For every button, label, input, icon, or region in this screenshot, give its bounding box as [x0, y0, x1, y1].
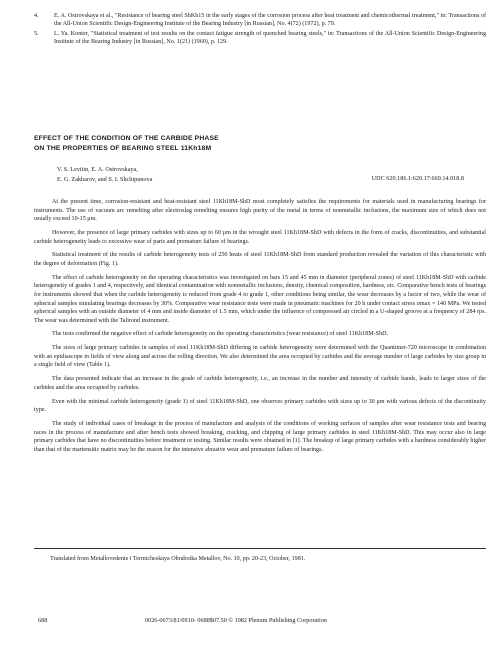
udc-classification: UDC 620.186.1:620.17:669.14.018.8 — [371, 175, 464, 182]
publisher-line: 0026-0673/81/0910- 0688$07.50 © 1982 Plenum Publishing Corporation — [145, 617, 327, 624]
authors-line-1: V. S. Levitin, E. A. Ostrovskaya, — [57, 166, 138, 173]
page-number: 688 — [38, 617, 48, 624]
body-paragraph: The tests confirmed the negative effect of carbide heterogeneity on the operating characteristics (wear resistance) of steel 11Kh18M-ShD. — [52, 331, 389, 338]
article-title-line-1: EFFECT OF THE CONDITION OF THE CARBIDE PHASE — [34, 135, 219, 142]
body-paragraph: The effect of carbide heterogeneity on the operating characteristics was investigated on bars 15 and 45 mm in diameter (peripheral zones) of steel 11Kh18M-ShD with carbide heterogeneity of grades 1 and 4, respectively, and identical contamination with nonmetallic inclusions, density, chemical composition, hardness, etc. Comparative bench tests of bearings for instruments showed that when the carbide heterogeneity is reduced from grade 4 to grade 1, other conditions being similar, the wear decreases by a factor of two, while the wear of spherical samples simulating bearings decreases by 30%. Comparative wear resistance tests were made in pneumatic machines for 20 h under contact stress σmax = 140 MPa. We tested spherical samples with an outside diameter of 4 mm and inside diameter of 1.5 mm, which under the influence of compressed air circled in a U-shaped groove at a frequency of 284 rps. The wear was determined with the Talirond instrument. — [34, 274, 486, 324]
translation-footnote: Translated from Metallovedenie i Termicheskaya Obrabotka Metallov, No. 10, pp. 20-23, October, 1981. — [50, 556, 306, 562]
reference-list — [34, 12, 486, 48]
article-authors — [57, 165, 152, 185]
body-paragraph: The study of individual cases of breakage in the process of manufacture and analysis of the conditions of working surfaces of samples after wear resistance tests and bearing races in the process of manufacture and after bench tests showed breaking, cracking, and chipping of large primary carbides in steel 11Kh18M-ShD. This may occur also in large primary carbides that have no discontinuities before treatment or testing. Similar results were obtained in [1]. The breakup of large primary carbides with a hardness considerably higher than that of the martensitic matrix may be the reason for the intensive abrasive wear and premature failure of bearings. — [34, 420, 486, 453]
article-body — [34, 198, 486, 460]
body-paragraph: Even with the minimal carbide heterogeneity (grade 1) of steel 11Kh18M-ShD, one observes primary carbides with sizes up to 30 μm with various defects of the discontinuity type. — [34, 398, 486, 414]
reference-item — [34, 30, 486, 47]
reference-text: E. A. Ostrovskaya et al., "Resistance of bearing steel ShKh15 in the early stages of the corrosion process after heat treatment and chemicothermal treatment," in: Transactions of the All-Union Scientific Design-Engineering Institute of the Bearing Industry [in Russian], No. 4(72) (1972), p. 79. — [54, 13, 486, 28]
reference-text: L. Ya. Konter, "Statistical treatment of test results on the contact fatigue strength of quenched bearing steels," in: Transactions of the All-Union Scientific Design-Engineering Institute of the Bearing Industry [in Russian], No. 1(21) (1960), p. 129. — [54, 30, 486, 46]
article-title-line-2: ON THE PROPERTIES OF BEARING STEEL 11Kh18M — [34, 144, 212, 152]
reference-item — [34, 12, 486, 29]
article-title — [34, 134, 474, 153]
body-paragraph: The data presented indicate that an increase in the grade of carbide heterogeneity, i.e., an increase in the number and intensity of carbide bands, leads to larger sizes of the carbides and the area occupied by carbides. — [34, 376, 486, 391]
body-paragraph: At the present time, corrosion-resistant and heat-resistant steel 11Kh18M-ShD most completely satisfies the requirements for materials used in manufacturing bearings for instruments. The use of vacuum arc remelting after electroslag remelting ensures high purity of the metal in terms of nonmetallic inclusions, the maximum size of which does not usually exceed 10-15 μm. — [34, 199, 486, 223]
authors-line-2: E. G. Zakharov, and S. I. Shchipunova — [57, 175, 153, 183]
footnote-divider — [34, 548, 486, 549]
body-paragraph: However, the presence of large primary carbides with sizes up to 60 μm in the wrought steel 11Kh18M-ShD with defects in the form of cracks, discontinuities, and substantial carbide heterogeneity leads to excessive wear of parts and premature failure of bearings. — [34, 229, 486, 245]
reference-number: 4. — [34, 13, 39, 19]
body-paragraph: Statistical treatment of the results of carbide heterogeneity tests of 250 heats of steel 11Kh18M-ShD from standard production revealed the variation of this characteristic with the degree of deformation (Fig. 1). — [34, 252, 486, 267]
body-paragraph: The sizes of large primary carbides in samples of steel 11Kh18M-ShD differing in carbide heterogeneity were determined with the Quantimet-720 microscope in combination with an epidiascope in fields of view along and across the rolling direction. We also determined the area occupied by carbides and the average number of large carbides by size group in a single field of view (Table 1). — [34, 345, 486, 369]
reference-number: 5. — [34, 30, 39, 37]
